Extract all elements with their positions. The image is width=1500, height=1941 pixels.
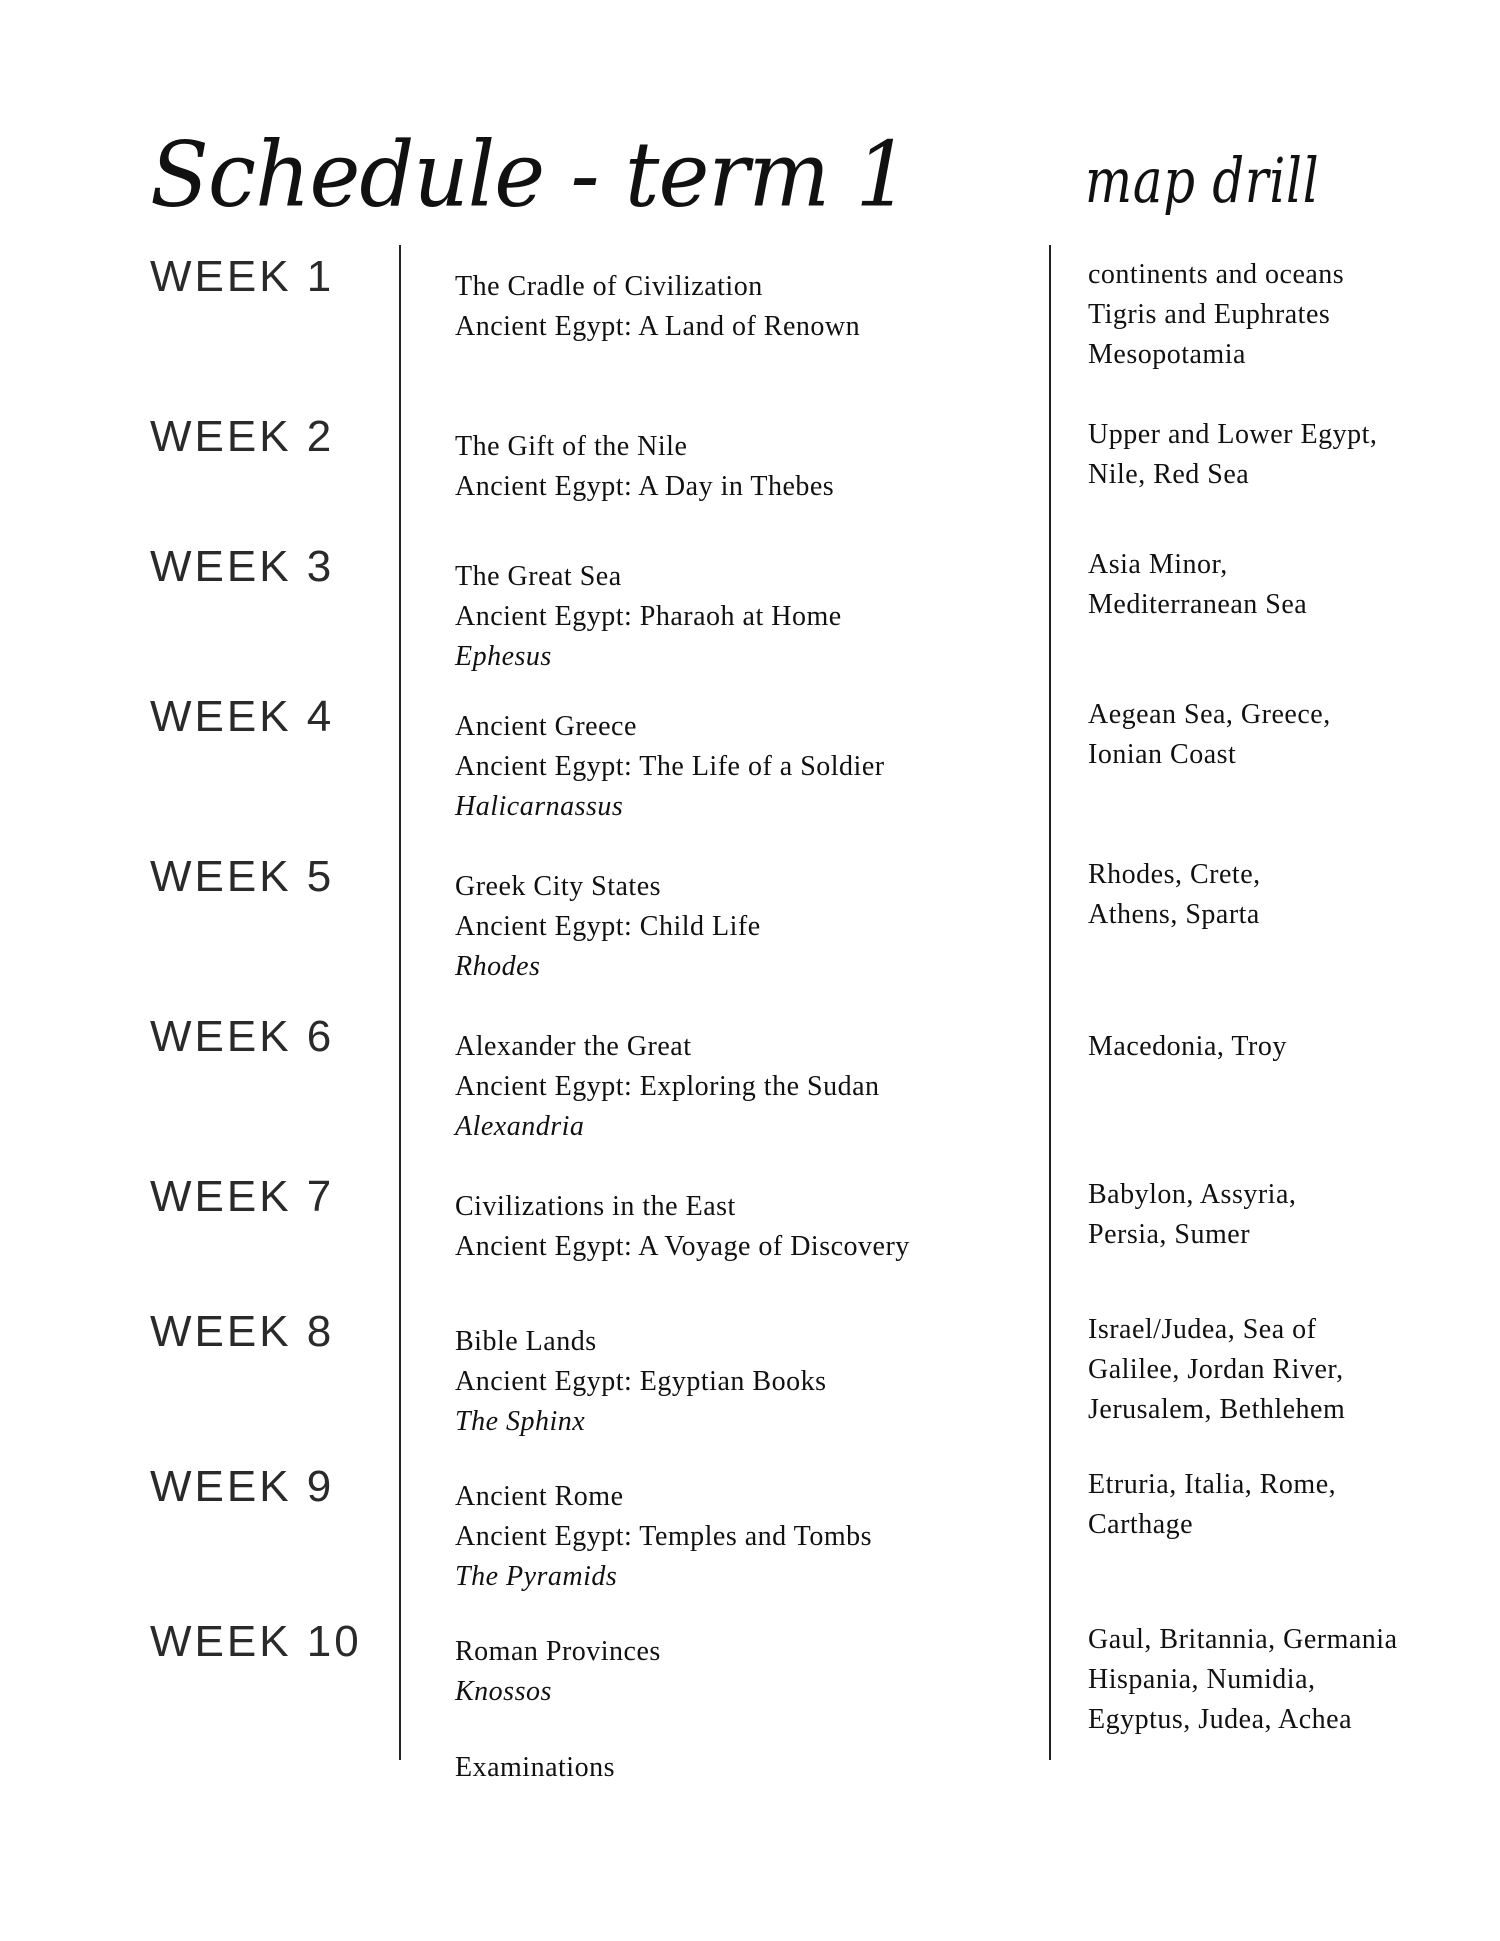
lesson-topic: Ancient Egypt: Egyptian Books xyxy=(455,1366,827,1397)
lesson-list xyxy=(455,707,1015,827)
map-drill-list xyxy=(1088,1175,1488,1255)
map-drill-list xyxy=(1088,1465,1488,1545)
map-drill-item: Galilee, Jordan River, xyxy=(1088,1354,1344,1385)
map-drill-list xyxy=(1088,1620,1488,1740)
lesson-topic: Greek City States xyxy=(455,871,662,902)
page-title: Schedule - term 1 xyxy=(150,122,910,228)
lesson-list xyxy=(455,1477,1015,1597)
lesson-topic: Ancient Egypt: A Land of Renown xyxy=(455,311,861,342)
map-drill-item: Macedonia, Troy xyxy=(1088,1031,1287,1062)
lesson-reading: Rhodes xyxy=(455,951,541,982)
lesson-list xyxy=(455,1322,1015,1442)
lesson-topic: The Great Sea xyxy=(455,561,622,592)
lesson-list xyxy=(455,1027,1015,1147)
lesson-topic: Ancient Greece xyxy=(455,711,637,742)
lesson-topic: Alexander the Great xyxy=(455,1031,692,1062)
lesson-topic: The Cradle of Civilization xyxy=(455,271,763,302)
week-label: WEEK 1 xyxy=(150,252,335,301)
lesson-reading: Alexandria xyxy=(455,1111,585,1142)
lesson-list xyxy=(455,867,1015,987)
week-label: WEEK 8 xyxy=(150,1307,335,1356)
map-drill-heading: map drill xyxy=(1085,144,1320,217)
map-drill-item: Etruria, Italia, Rome, xyxy=(1088,1469,1337,1500)
map-drill-item: Athens, Sparta xyxy=(1088,899,1260,930)
lesson-reading: Halicarnassus xyxy=(455,791,624,822)
lesson-topic: Ancient Egypt: The Life of a Soldier xyxy=(455,751,885,782)
lesson-reading: The Pyramids xyxy=(455,1561,618,1592)
map-drill-item: Persia, Sumer xyxy=(1088,1219,1251,1250)
left-divider xyxy=(399,245,401,1760)
week-label: WEEK 4 xyxy=(150,692,335,741)
map-drill-list xyxy=(1088,1310,1488,1430)
map-drill-item: continents and oceans xyxy=(1088,259,1345,290)
map-drill-item: Upper and Lower Egypt, xyxy=(1088,419,1378,450)
lesson-topic: Bible Lands xyxy=(455,1326,597,1357)
map-drill-item: Jerusalem, Bethlehem xyxy=(1088,1394,1346,1425)
week-label: WEEK 5 xyxy=(150,852,335,901)
week-label: WEEK 7 xyxy=(150,1172,335,1221)
examinations-label: Examinations xyxy=(455,1752,615,1783)
map-drill-item: Ionian Coast xyxy=(1088,739,1237,770)
map-drill-item: Mediterranean Sea xyxy=(1088,589,1308,620)
lesson-topic: Roman Provinces xyxy=(455,1636,661,1667)
map-drill-item: Egyptus, Judea, Achea xyxy=(1088,1704,1352,1735)
lesson-topic: Ancient Rome xyxy=(455,1481,624,1512)
lesson-topic: Ancient Egypt: A Day in Thebes xyxy=(455,471,835,502)
lesson-list xyxy=(455,1187,1015,1267)
map-drill-item: Asia Minor, xyxy=(1088,549,1228,580)
map-drill-item: Carthage xyxy=(1088,1509,1194,1540)
lesson-reading: The Sphinx xyxy=(455,1406,586,1437)
map-drill-item: Tigris and Euphrates xyxy=(1088,299,1331,330)
map-drill-item: Rhodes, Crete, xyxy=(1088,859,1261,890)
map-drill-item: Mesopotamia xyxy=(1088,339,1246,370)
map-drill-list xyxy=(1088,855,1488,935)
lesson-topic: Ancient Egypt: Temples and Tombs xyxy=(455,1521,872,1552)
map-drill-list xyxy=(1088,695,1488,775)
map-drill-item: Hispania, Numidia, xyxy=(1088,1664,1316,1695)
map-drill-list xyxy=(1088,545,1488,625)
week-label: WEEK 9 xyxy=(150,1462,335,1511)
lesson-topic: Ancient Egypt: Child Life xyxy=(455,911,761,942)
map-drill-item: Gaul, Britannia, Germania xyxy=(1088,1624,1398,1655)
lesson-list xyxy=(455,267,1015,347)
map-drill-item: Aegean Sea, Greece, xyxy=(1088,699,1331,730)
lesson-reading: Ephesus xyxy=(455,641,552,672)
lesson-topic: Ancient Egypt: Exploring the Sudan xyxy=(455,1071,880,1102)
lesson-reading: Knossos xyxy=(455,1676,552,1707)
week-label: WEEK 2 xyxy=(150,412,335,461)
right-divider xyxy=(1049,245,1051,1760)
lesson-list xyxy=(455,557,1015,677)
lesson-topic: Ancient Egypt: A Voyage of Discovery xyxy=(455,1231,910,1262)
map-drill-list xyxy=(1088,415,1488,495)
lesson-topic: Civilizations in the East xyxy=(455,1191,736,1222)
map-drill-item: Babylon, Assyria, xyxy=(1088,1179,1297,1210)
lesson-list xyxy=(455,1632,1015,1712)
map-drill-list xyxy=(1088,255,1488,375)
map-drill-list xyxy=(1088,1027,1488,1067)
map-drill-item: Israel/Judea, Sea of xyxy=(1088,1314,1317,1345)
lesson-list xyxy=(455,427,1015,507)
lesson-topic: Ancient Egypt: Pharaoh at Home xyxy=(455,601,842,632)
lesson-topic: The Gift of the Nile xyxy=(455,431,688,462)
week-label: WEEK 6 xyxy=(150,1012,335,1061)
week-label: WEEK 3 xyxy=(150,542,335,591)
map-drill-item: Nile, Red Sea xyxy=(1088,459,1250,490)
week-label: WEEK 10 xyxy=(150,1617,362,1666)
